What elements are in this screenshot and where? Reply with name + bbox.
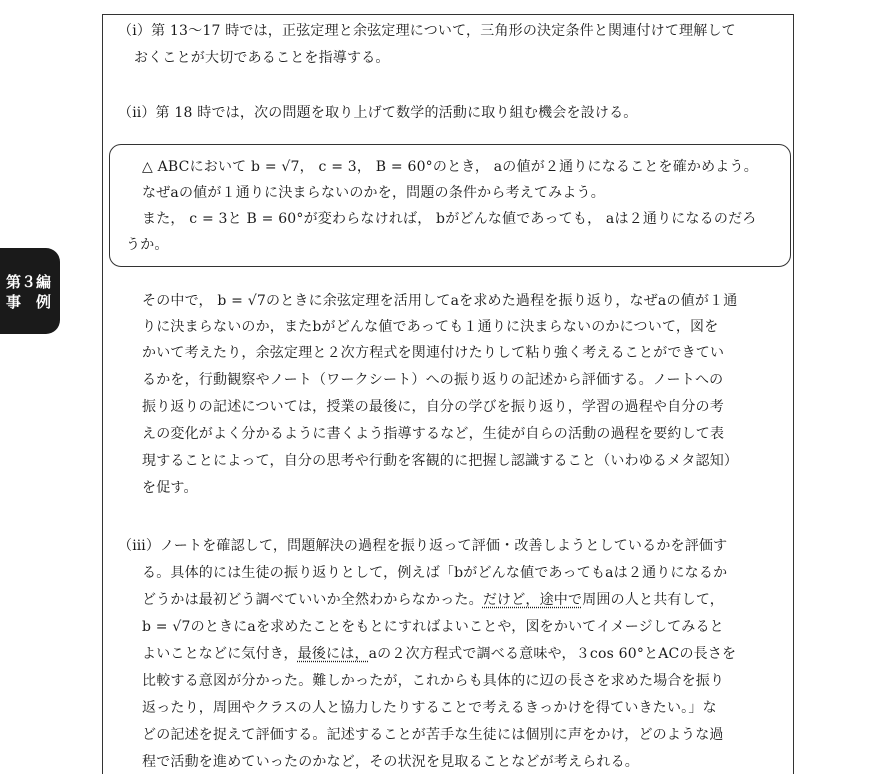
paragraph-line: るかを，行動観察やノート（ワークシート）への振り返りの記述から評価する。ノートへの (142, 372, 724, 388)
section-iii-line5-text-a: よいことなどに気付き， (142, 646, 298, 662)
section-i-line1: （ⅰ）第 13～17 時では，正弦定理と余弦定理について，三角形の決定条件と関連付けて理解して (118, 23, 736, 39)
section-iii-line9: 程で活動を進めていったのかなど，その状況を見取ることなどが考えられる。 (142, 754, 639, 770)
section-iii-line3-text-a: どうかは最初どう調べていいか全然わからなかった。 (142, 592, 483, 608)
paragraph-line: りに決まらないのか，またbがどんな値であっても１通りに決まらないのかについて，図を (142, 319, 719, 335)
section-iii-line3-text-b: 周囲の人と共有して， (582, 592, 724, 608)
paragraph-line: その中で， b = √7のときに余弦定理を活用してaを求めた過程を振り返り，なぜaの値が１通 (142, 293, 738, 309)
underlined-phrase: 最後には， (297, 646, 369, 662)
problem-line3: また， c = 3と B = 60°が変わらなければ， bがどんな値であっても， aは２通りになるのだろ (142, 211, 757, 227)
section-iii-line3 (142, 588, 724, 612)
section-iii-line2: る。具体的には生徒の振り返りとして，例えば「bがどんな値であってもaは２通りになるか (142, 565, 728, 581)
paragraph-line: えの変化がよく分かるように書くよう指導するなど，生徒が自らの活動の過程を要約して表 (142, 426, 725, 442)
section-iii-line7: 返ったり，周囲やクラスの人と協力したりすることで考えるきっかけを得ていきたい。」な (142, 700, 717, 716)
problem-line2: なぜaの値が１通りに決まらないのかを，問題の条件から考えてみよう。 (142, 185, 605, 201)
paragraph-line: かいて考えたり，余弦定理と２次方程式を関連付けたりして粘り強く考えることができてい (142, 345, 725, 361)
underlined-phrase: だけど，途中で (482, 592, 583, 608)
chapter-tab-line1: 第３編 (6, 273, 52, 291)
problem-line1: △ ABCにおいて b = √7， c = 3， B = 60°のとき， aの値が２通りになることを確かめよう。 (142, 159, 758, 175)
chapter-tab (0, 248, 60, 334)
section-iii-line8: どの記述を捉えて評価する。記述することが苦手な生徒には個別に声をかけ，どのような過 (142, 727, 724, 743)
section-iii-line5 (142, 642, 736, 666)
paragraph-line: 振り返りの記述については，授業の最後に，自分の学びを振り返り，学習の過程や自分の考 (142, 399, 724, 415)
section-ii-line1: （ⅱ）第 18 時では，次の問題を取り上げて数学的活動に取り組む機会を設ける。 (118, 105, 638, 121)
section-iii-line5-text-b: aの２次方程式で調べる意味や，３cos 60°とACの長さを (368, 646, 737, 662)
section-iii-line6: 比較する意図が分かった。難しかったが，これからも具体的に辺の長さを求めた場合を振り (142, 673, 725, 689)
chapter-tab-line2: 事 例 (6, 293, 52, 311)
problem-line4: うか。 (126, 237, 169, 253)
paragraph-line: 現することによって，自分の思考や行動を客観的に把握し認識すること（いわゆるメタ認知） (142, 453, 739, 469)
section-iii-line1: （ⅲ）ノートを確認して，問題解決の過程を振り返って評価・改善しようとしているかを評価す (118, 538, 728, 554)
section-iii-line4: b = √7のときにaを求めたことをもとにすればよいことや，図をかいてイメージしてみると (142, 619, 724, 635)
paragraph-line: を促す。 (142, 480, 198, 496)
section-i-line2: おくことが大切であることを指導する。 (134, 50, 390, 66)
